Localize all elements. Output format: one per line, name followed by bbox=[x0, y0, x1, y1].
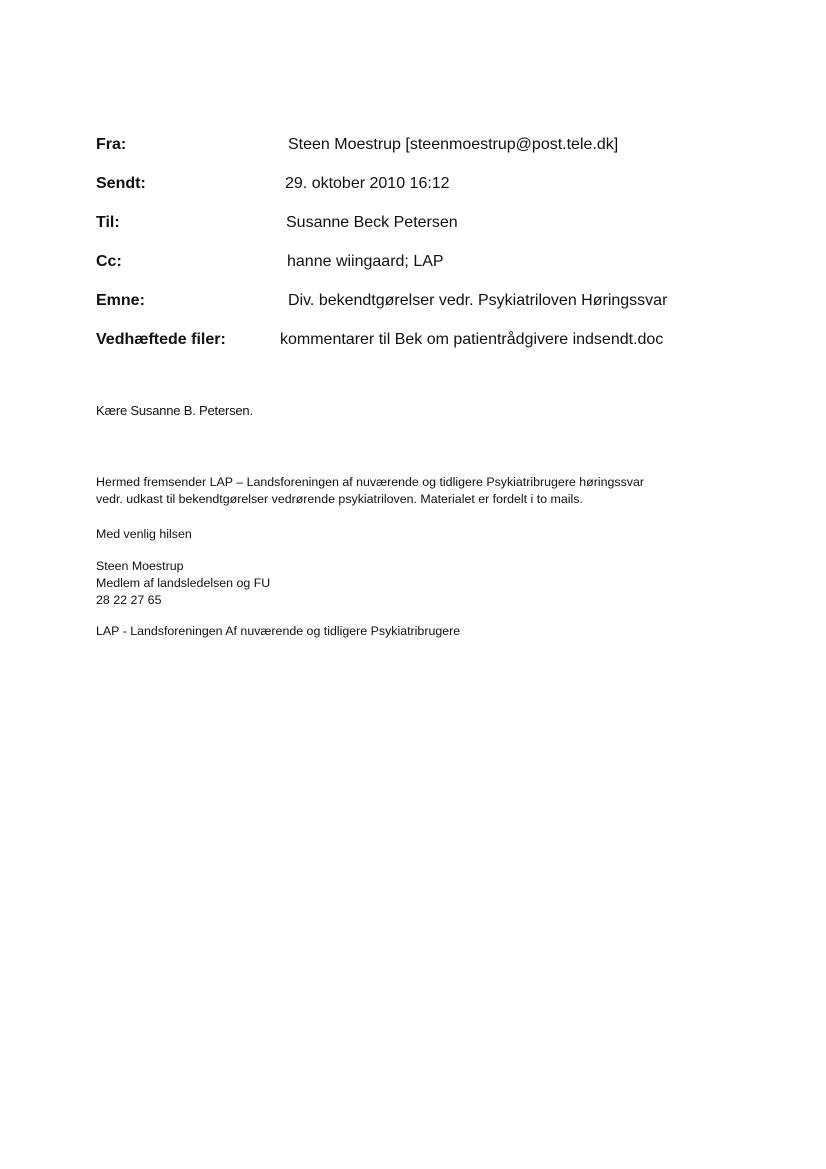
header-row-to bbox=[96, 212, 796, 251]
body-paragraph bbox=[96, 474, 756, 508]
signature-phone: 28 22 27 65 bbox=[96, 593, 162, 607]
closing: Med venlig hilsen bbox=[96, 527, 192, 541]
cc-value: hanne wiingaard; LAP bbox=[287, 253, 444, 270]
body-line: Hermed fremsender LAP – Landsforeningen af nuværende og tidligere Psykiatribrugere høringssvar bbox=[96, 475, 645, 489]
email-header bbox=[96, 134, 796, 368]
from-label: Fra: bbox=[96, 136, 127, 153]
header-row-sent bbox=[96, 173, 796, 212]
subject-value: Div. bekendtgørelser vedr. Psykiatriloven Høringssvar bbox=[288, 292, 668, 309]
cc-label: Cc: bbox=[96, 253, 122, 270]
signature-role: Medlem af landsledelsen og FU bbox=[96, 576, 271, 590]
header-row-from bbox=[96, 134, 796, 173]
header-row-subject bbox=[96, 290, 796, 329]
organization-line: LAP - Landsforeningen Af nuværende og tidligere Psykiatribrugere bbox=[96, 624, 461, 638]
signature bbox=[96, 558, 756, 609]
to-value: Susanne Beck Petersen bbox=[286, 214, 458, 231]
header-row-cc bbox=[96, 251, 796, 290]
sent-label: Sendt: bbox=[96, 175, 146, 192]
header-row-attachments bbox=[96, 329, 796, 368]
sent-value: 29. oktober 2010 16:12 bbox=[285, 175, 450, 192]
greeting: Kære Susanne B. Petersen. bbox=[96, 403, 253, 418]
signature-name: Steen Moestrup bbox=[96, 559, 184, 573]
to-label: Til: bbox=[96, 214, 120, 231]
attachments-value: kommentarer til Bek om patientrådgivere indsendt.doc bbox=[280, 331, 664, 348]
body-line: vedr. udkast til bekendtgørelser vedrørende psykiatriloven. Materialet er fordelt i to mails. bbox=[96, 492, 583, 506]
from-value: Steen Moestrup [steenmoestrup@post.tele.dk] bbox=[288, 136, 619, 153]
subject-label: Emne: bbox=[96, 292, 145, 309]
attachments-label: Vedhæftede filer: bbox=[96, 331, 226, 348]
